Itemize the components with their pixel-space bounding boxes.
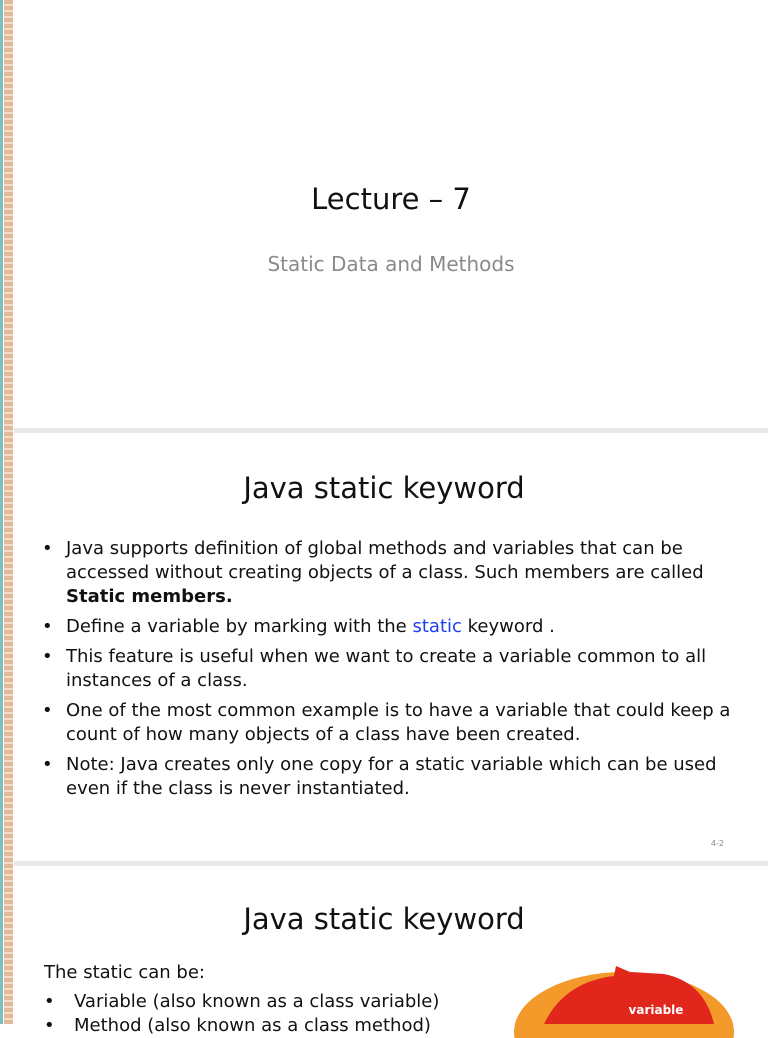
static-keyword: static [412,616,462,637]
intro-text: The static can be: [44,962,205,983]
slide-java-static-keyword-types [14,866,768,1036]
static-types-list [44,990,474,1038]
bullet-bold-text: Static members [66,586,226,607]
bullet-item [42,615,742,639]
bullet-item [42,537,742,609]
static-diagram-image [504,962,744,1024]
bullet-text: Java supports definition of global methods and variables that can be accessed without creating objects of a class. Such members are called [66,538,704,583]
bullet-item [42,645,742,693]
side-stripe-pattern [4,0,13,1024]
bullet-text: keyword . [461,616,555,637]
slide-lecture-title [14,0,768,428]
bullet-text: This feature is useful when we want to create a variable common to all instances of a class. [66,646,707,691]
diagram-label: variable [628,1003,684,1017]
bullet-text: Define a variable by marking with the [66,616,413,637]
bullet-item [42,699,742,747]
list-item: • Method (also known as a class method) [44,1014,474,1038]
list-item: • Variable (also known as a class variable) [44,990,474,1014]
bullet-list [42,537,742,807]
bullet-tail: . [225,586,233,607]
lecture-subtitle: Static Data and Methods [267,252,515,276]
bullet-item [42,753,742,801]
bullet-text: Note: Java creates only one copy for a static variable which can be used even if the class is never instantiated. [66,754,717,799]
bullet-text: One of the most common example is to have a variable that could keep a count of how many objects of a class have been created. [66,700,731,745]
side-decoration-bar [0,0,14,1024]
slide-title: Java static keyword [243,902,525,936]
slide-title: Java static keyword [243,471,525,505]
side-stripe-teal [0,0,3,1024]
page-number: 4-2 [710,839,724,848]
slide-java-static-keyword [14,433,768,861]
lecture-title: Lecture – 7 [311,182,471,216]
